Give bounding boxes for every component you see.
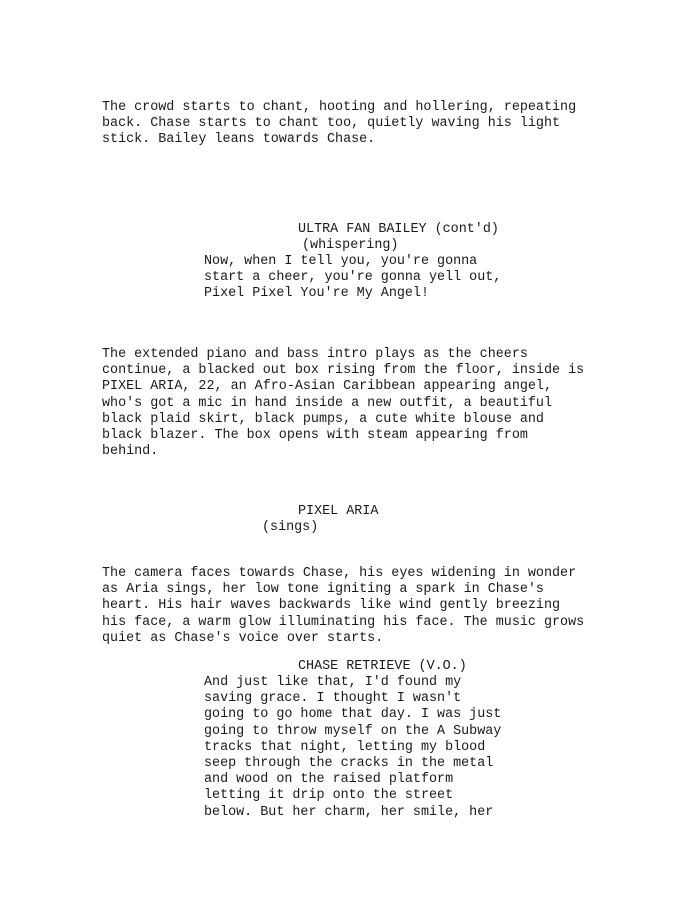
parenthetical-whispering: (whispering) [302,238,399,253]
character-chase-retrieve: CHASE RETRIEVE (V.O.) [298,659,467,674]
dialogue-bailey: Now, when I tell you, you're gonna start a cheer, you're gonna yell out, Pixel Pixel You're My Angel! [204,254,502,302]
dialogue-chase-voice-over: And just like that, I'd found my saving grace. I thought I wasn't going to go home that day. I was just going to throw myself on the A Subway tracks that night, letting my blood seep through the cracks in the metal and wood on the raised platform letting it drip onto the street below. But her charm, her smile, her [204,675,502,820]
action-crowd-chant: The crowd starts to chant, hooting and hollering, repeating back. Chase starts to chant too, quietly waving his light stick. Bailey leans towards Chase. [102,100,577,148]
parenthetical-sings: (sings) [262,520,319,535]
character-ultra-fan-bailey: ULTRA FAN BAILEY (cont'd) [298,222,499,237]
action-piano-intro: The extended piano and bass intro plays as the cheers continue, a blacked out box rising from the floor, inside is PIXEL ARIA, 22, an Afro-Asian Caribbean appearing angel, who's got a mic in hand inside a new outfit, a beautiful black plaid skirt, black pumps, a cute white blouse and black blazer. The box opens with steam appearing from behind. [102,347,585,460]
character-pixel-aria: PIXEL ARIA [298,504,379,519]
action-camera-faces-chase: The camera faces towards Chase, his eyes widening in wonder as Aria sings, her low tone igniting a spark in Chase's heart. His hair waves backwards like wind gently breezing his face, a warm glow illuminating his face. The music grows quiet as Chase's voice over starts. [102,566,585,646]
